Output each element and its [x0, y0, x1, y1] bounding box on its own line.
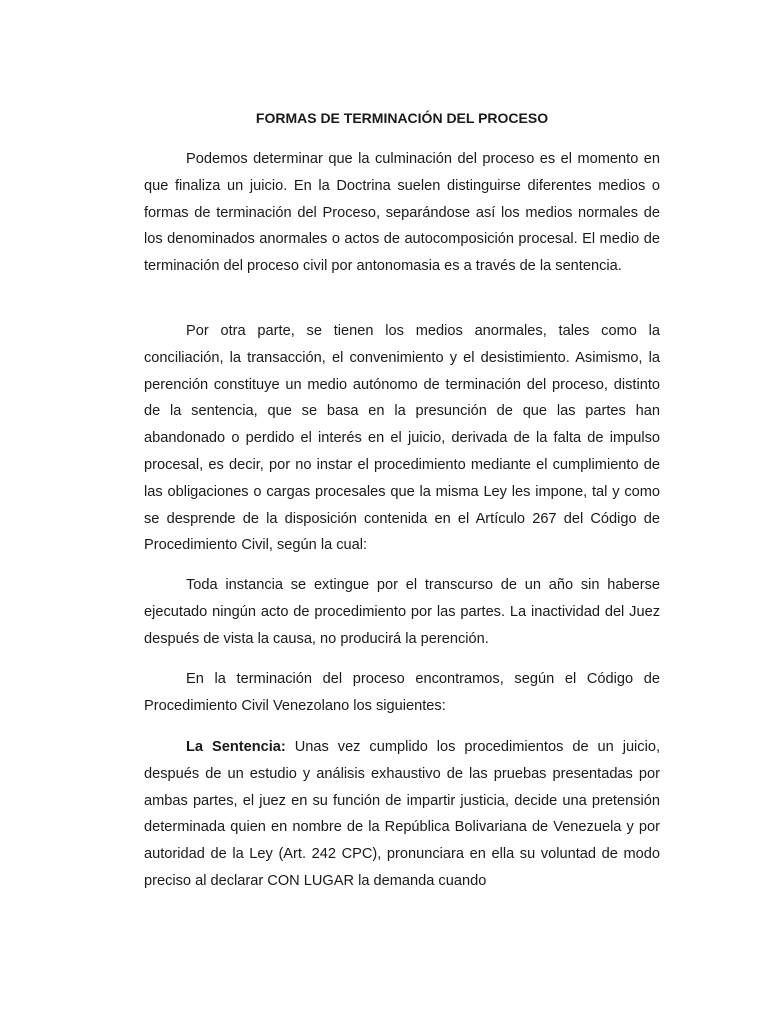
paragraph-codigo-procedimiento: En la terminación del proceso encontramos, según el Código de Procedimiento Civil Venezolano los siguientes: [144, 671, 660, 714]
paragraph-la-sentencia [144, 734, 660, 895]
paragraph-culminacion: Podemos determinar que la culminación del proceso es el momento en que finaliza un juicio. En la Doctrina suelen distinguirse diferentes medios o formas de terminación del Proceso, separándose así los medios normales de los denominados anormales o actos de autocomposición procesal. El medio de terminación del proceso civil por antonomasia es a través de la sentencia. [144, 151, 660, 275]
sentencia-lead: La Sentencia: [186, 739, 286, 755]
paragraph-medios-anormales: Por otra parte, se tienen los medios anormales, tales como la conciliación, la transacción, el convenimiento y el desistimiento. Asimismo, la perención constituye un medio autónomo de terminación del proceso, distinto de la sentencia, que se basa en la presunción de que las partes han abandonado o perdido el interés en el juicio, derivada de la falta de impulso procesal, es decir, por no instar el procedimiento mediante el cumplimiento de las obligaciones o cargas procesales que la misma Ley les impone, tal y como se desprende de la disposición contenida en el Artículo 267 del Código de Procedimiento Civil, según la cual: [144, 323, 660, 554]
sentencia-text: Unas vez cumplido los procedimientos de un juicio, después de un estudio y análisis exhaustivo de las pruebas presentadas por ambas partes, el juez en su función de impartir justicia, decide una pretensión determinada quien en nombre de la República Bolivariana de Venezuela y por autoridad de la Ley (Art. 242 CPC), pronunciara en ella su voluntad de modo preciso al declarar CON LUGAR la demanda cuando [144, 739, 661, 889]
document-title: FORMAS DE TERMINACIÓN DEL PROCESO [255, 110, 549, 126]
paragraph-articulo-267-quote: Toda instancia se extingue por el transcurso de un año sin haberse ejecutado ningún acto de procedimiento por las partes. La inactividad del Juez después de vista la causa, no producirá la perención. [144, 577, 660, 647]
